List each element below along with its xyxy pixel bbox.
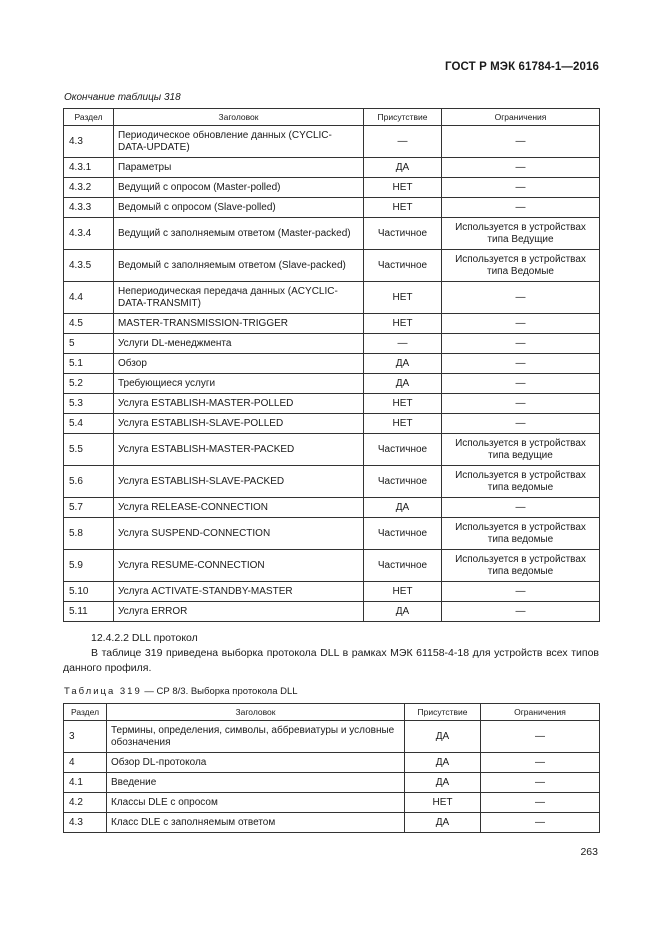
cell-section: 4.3.5 xyxy=(64,250,114,282)
cell-section: 5.10 xyxy=(64,582,114,602)
cell-restrictions: — xyxy=(442,198,600,218)
cell-presence: ДА xyxy=(364,158,442,178)
cell-restrictions: — xyxy=(481,721,600,753)
table-319-body xyxy=(64,721,600,833)
table-row xyxy=(64,126,600,158)
cell-title: Услуга ESTABLISH-MASTER-PACKED xyxy=(114,434,364,466)
cell-title: Термины, определения, символы, аббревиатуры и условные обозначения xyxy=(107,721,405,753)
cell-title: Ведомый с опросом (Slave-polled) xyxy=(114,198,364,218)
cell-section: 4.3.1 xyxy=(64,158,114,178)
cell-restrictions: — xyxy=(442,314,600,334)
cell-restrictions: — xyxy=(442,602,600,622)
cell-presence: Частичное xyxy=(364,250,442,282)
cell-restrictions: — xyxy=(442,374,600,394)
cell-presence: ДА xyxy=(364,602,442,622)
column-header-restrictions: Ограничения xyxy=(442,109,600,126)
cell-presence: Частичное xyxy=(364,466,442,498)
cell-presence: Частичное xyxy=(364,218,442,250)
cell-title: Услуга ESTABLISH-SLAVE-POLLED xyxy=(114,414,364,434)
cell-restrictions: — xyxy=(442,282,600,314)
table-319-header xyxy=(64,704,600,721)
cell-presence: Частичное xyxy=(364,550,442,582)
cell-restrictions: — xyxy=(442,126,600,158)
table-319-caption-label: Таблица 319 xyxy=(64,686,142,697)
cell-title: Классы DLE с опросом xyxy=(107,793,405,813)
table-row xyxy=(64,466,600,498)
cell-restrictions: Используется в устройствах типа ведомые xyxy=(442,518,600,550)
cell-section: 4.3 xyxy=(64,813,107,833)
cell-section: 5 xyxy=(64,334,114,354)
cell-presence: — xyxy=(364,126,442,158)
section-heading: 12.4.2.2 DLL протокол xyxy=(91,632,198,644)
cell-title: Услуга RELEASE-CONNECTION xyxy=(114,498,364,518)
table-row xyxy=(64,354,600,374)
cell-title: Ведущий с заполняемым ответом (Master-packed) xyxy=(114,218,364,250)
cell-section: 5.5 xyxy=(64,434,114,466)
column-header-section: Раздел xyxy=(64,704,107,721)
table-row xyxy=(64,753,600,773)
cell-title: Услуга ERROR xyxy=(114,602,364,622)
cell-restrictions: — xyxy=(442,498,600,518)
cell-presence: ДА xyxy=(405,813,481,833)
cell-title: Ведомый с заполняемым ответом (Slave-packed) xyxy=(114,250,364,282)
cell-restrictions: Используется в устройствах типа Ведущие xyxy=(442,218,600,250)
cell-restrictions: — xyxy=(442,334,600,354)
cell-presence: НЕТ xyxy=(405,793,481,813)
table-319-caption xyxy=(64,686,298,697)
table-row xyxy=(64,550,600,582)
table-row xyxy=(64,374,600,394)
table-row xyxy=(64,582,600,602)
cell-title: Ведущий с опросом (Master-polled) xyxy=(114,178,364,198)
cell-restrictions: Используется в устройствах типа ведущие xyxy=(442,434,600,466)
cell-section: 5.3 xyxy=(64,394,114,414)
cell-section: 5.6 xyxy=(64,466,114,498)
cell-section: 4.4 xyxy=(64,282,114,314)
cell-section: 4.3.4 xyxy=(64,218,114,250)
page-number: 263 xyxy=(580,846,598,858)
cell-section: 5.7 xyxy=(64,498,114,518)
cell-restrictions: — xyxy=(442,582,600,602)
section-paragraph: В таблице 319 приведена выборка протокола DLL в рамках МЭК 61158-4-18 для устройств всех типов данного профиля. xyxy=(63,647,599,674)
cell-title: Обзор xyxy=(114,354,364,374)
table-318-caption: Окончание таблицы 318 xyxy=(64,92,181,103)
cell-title: Услуга SUSPEND-CONNECTION xyxy=(114,518,364,550)
table-row xyxy=(64,813,600,833)
cell-restrictions: Используется в устройствах типа Ведомые xyxy=(442,250,600,282)
cell-title: MASTER-TRANSMISSION-TRIGGER xyxy=(114,314,364,334)
cell-section: 4.3 xyxy=(64,126,114,158)
table-row xyxy=(64,434,600,466)
cell-section: 5.9 xyxy=(64,550,114,582)
cell-section: 5.2 xyxy=(64,374,114,394)
cell-section: 4.3.2 xyxy=(64,178,114,198)
cell-presence: ДА xyxy=(405,721,481,753)
table-row xyxy=(64,334,600,354)
cell-presence: НЕТ xyxy=(364,414,442,434)
cell-presence: ДА xyxy=(364,374,442,394)
cell-presence: Частичное xyxy=(364,518,442,550)
column-header-restrictions: Ограничения xyxy=(481,704,600,721)
cell-title: Услуга ESTABLISH-MASTER-POLLED xyxy=(114,394,364,414)
column-header-title: Заголовок xyxy=(107,704,405,721)
cell-title: Услуга ESTABLISH-SLAVE-PACKED xyxy=(114,466,364,498)
cell-section: 5.11 xyxy=(64,602,114,622)
cell-presence: НЕТ xyxy=(364,178,442,198)
cell-title: Параметры xyxy=(114,158,364,178)
document-header: ГОСТ Р МЭК 61784-1—2016 xyxy=(445,61,599,73)
table-row xyxy=(64,414,600,434)
table-row xyxy=(64,282,600,314)
cell-restrictions: — xyxy=(442,178,600,198)
cell-presence: НЕТ xyxy=(364,198,442,218)
cell-section: 4.2 xyxy=(64,793,107,813)
table-row xyxy=(64,773,600,793)
table-row xyxy=(64,198,600,218)
column-header-section: Раздел xyxy=(64,109,114,126)
cell-restrictions: — xyxy=(481,753,600,773)
table-row xyxy=(64,721,600,753)
cell-restrictions: Используется в устройствах типа ведомые xyxy=(442,550,600,582)
table-row xyxy=(64,178,600,198)
cell-section: 4.5 xyxy=(64,314,114,334)
table-row xyxy=(64,498,600,518)
table-row xyxy=(64,394,600,414)
cell-section: 3 xyxy=(64,721,107,753)
cell-restrictions: — xyxy=(442,354,600,374)
cell-presence: Частичное xyxy=(364,434,442,466)
table-318-header xyxy=(64,109,600,126)
cell-restrictions: — xyxy=(481,773,600,793)
cell-title: Непериодическая передача данных (ACYCLIC-DATA-TRANSMIT) xyxy=(114,282,364,314)
cell-title: Требующиеся услуги xyxy=(114,374,364,394)
table-319-caption-text: — СР 8/3. Выборка протокола DLL xyxy=(141,686,298,697)
table-row xyxy=(64,218,600,250)
cell-restrictions: — xyxy=(481,793,600,813)
cell-presence: НЕТ xyxy=(364,394,442,414)
cell-presence: — xyxy=(364,334,442,354)
cell-section: 5.8 xyxy=(64,518,114,550)
table-row xyxy=(64,518,600,550)
cell-title: Обзор DL-протокола xyxy=(107,753,405,773)
column-header-presence: Присутствие xyxy=(405,704,481,721)
table-318 xyxy=(63,108,600,622)
table-row xyxy=(64,314,600,334)
cell-section: 5.1 xyxy=(64,354,114,374)
cell-restrictions: — xyxy=(442,414,600,434)
cell-presence: ДА xyxy=(405,753,481,773)
cell-presence: НЕТ xyxy=(364,582,442,602)
cell-restrictions: — xyxy=(442,158,600,178)
cell-presence: НЕТ xyxy=(364,314,442,334)
cell-title: Класс DLE с заполняемым ответом xyxy=(107,813,405,833)
cell-title: Услуги DL-менеджмента xyxy=(114,334,364,354)
cell-section: 4 xyxy=(64,753,107,773)
cell-restrictions: — xyxy=(442,394,600,414)
cell-title: Периодическое обновление данных (CYCLIC-DATA-UPDATE) xyxy=(114,126,364,158)
cell-section: 4.1 xyxy=(64,773,107,793)
table-row xyxy=(64,793,600,813)
table-row xyxy=(64,602,600,622)
cell-section: 4.3.3 xyxy=(64,198,114,218)
cell-restrictions: — xyxy=(481,813,600,833)
table-318-body xyxy=(64,126,600,622)
column-header-title: Заголовок xyxy=(114,109,364,126)
cell-title: Введение xyxy=(107,773,405,793)
cell-presence: ДА xyxy=(405,773,481,793)
cell-title: Услуга ACTIVATE-STANDBY-MASTER xyxy=(114,582,364,602)
table-row xyxy=(64,250,600,282)
table-row xyxy=(64,158,600,178)
cell-title: Услуга RESUME-CONNECTION xyxy=(114,550,364,582)
table-319 xyxy=(63,703,600,833)
column-header-presence: Присутствие xyxy=(364,109,442,126)
cell-presence: ДА xyxy=(364,354,442,374)
cell-restrictions: Используется в устройствах типа ведомые xyxy=(442,466,600,498)
cell-presence: ДА xyxy=(364,498,442,518)
cell-section: 5.4 xyxy=(64,414,114,434)
cell-presence: НЕТ xyxy=(364,282,442,314)
